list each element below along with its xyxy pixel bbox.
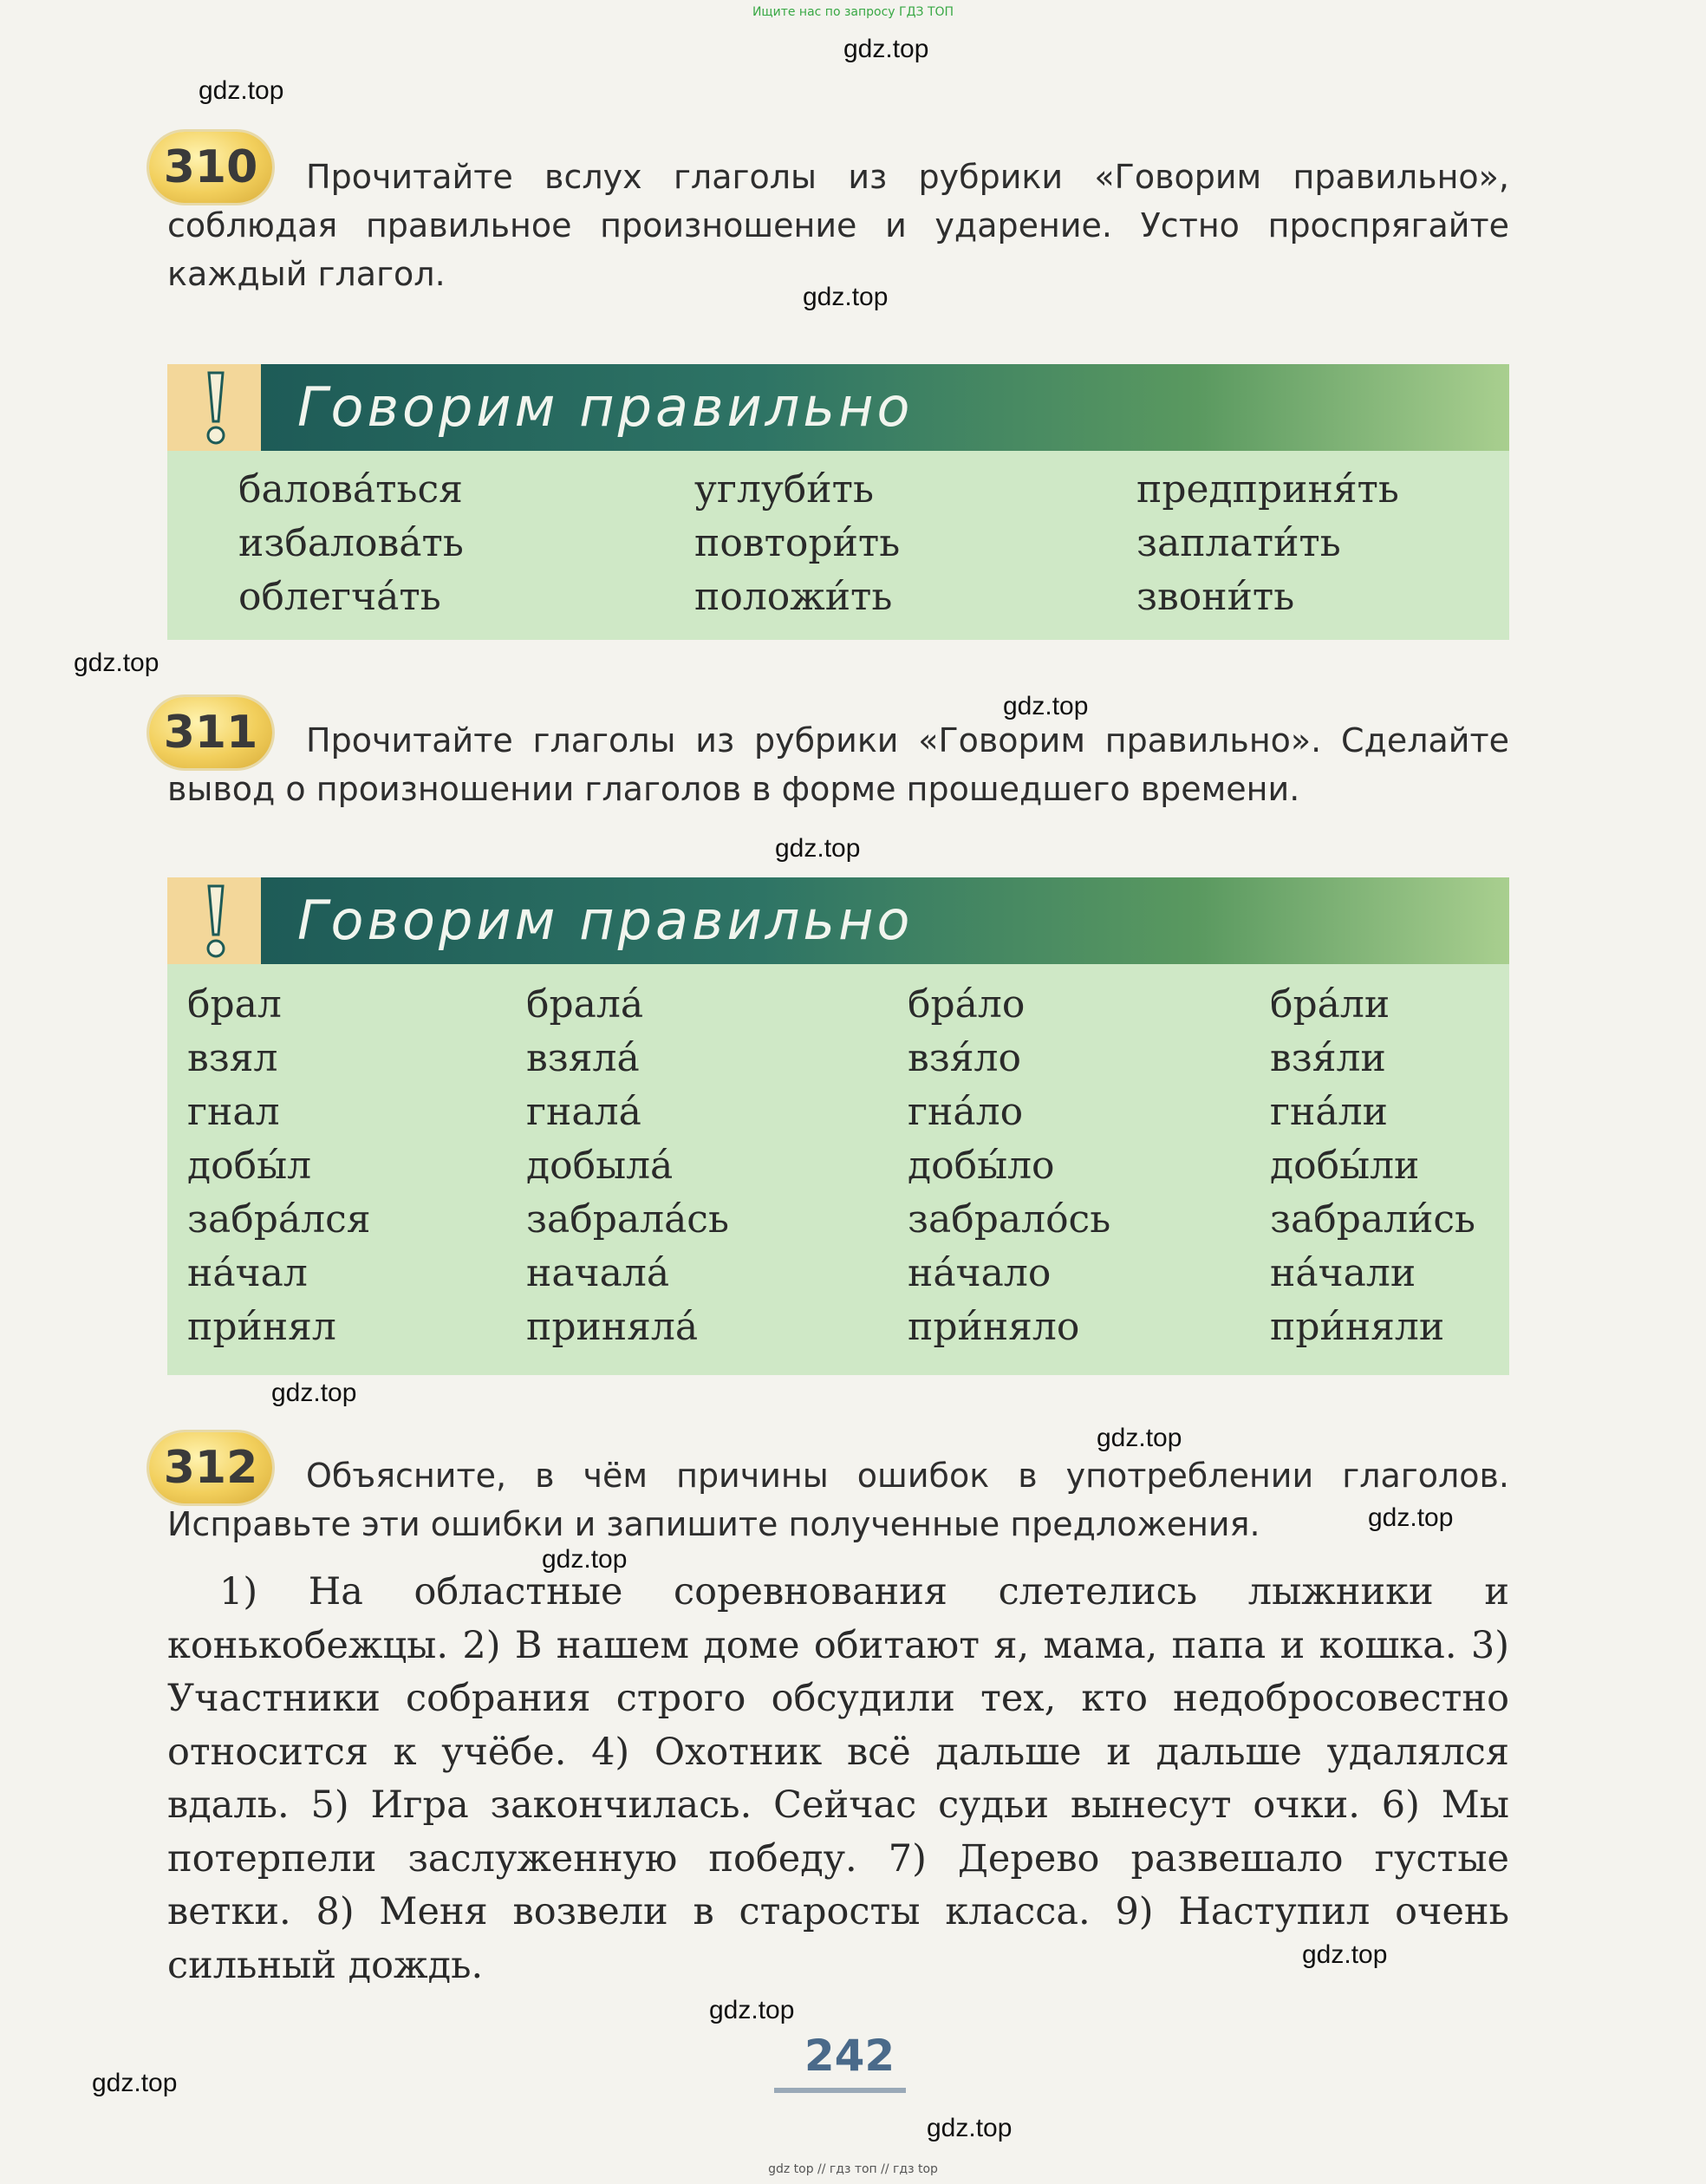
word: начала́ (526, 1251, 670, 1295)
word: добы́ли (1270, 1144, 1420, 1188)
word: предприня́ть (1136, 467, 1399, 512)
word: бра́ли (1270, 982, 1390, 1027)
word: забрали́сь (1270, 1197, 1475, 1242)
exercise-number-badge: 310 (149, 132, 272, 203)
exercise-310-instruction: Прочитайте вслух глаголы из рубрики «Говорим правильно», соблюдая правильное произношение и ударение. Устно проспрягайте каждый глагол. (167, 158, 1509, 293)
word: на́чал (187, 1251, 308, 1295)
word: бра́ло (908, 982, 1026, 1027)
watermark: gdz.top (1003, 692, 1089, 720)
word: взял (187, 1036, 278, 1080)
exercise-312-instruction: Объясните, в чём причины ошибок в употреблении глаголов. Исправьте эти ошибки и запишите полученные предложения. (167, 1457, 1509, 1543)
word: брала́ (526, 982, 644, 1027)
panel-title: Говорим правильно (297, 889, 914, 952)
exclamation-icon (204, 883, 228, 961)
word-column (1136, 463, 1399, 624)
watermark: gdz.top (843, 35, 929, 63)
watermark: gdz.top (271, 1379, 357, 1407)
word: при́нял (187, 1305, 336, 1349)
word: добыла́ (526, 1144, 674, 1188)
exclamation-icon (204, 369, 228, 447)
word-column (238, 463, 464, 624)
word: гнала́ (526, 1090, 641, 1134)
word-column (526, 978, 729, 1354)
exercise-311-text (167, 716, 1509, 813)
exercise-312-text (167, 1451, 1509, 1548)
exercise-312-sentences (167, 1566, 1509, 1992)
word: забрало́сь (908, 1197, 1111, 1242)
word: забрала́сь (526, 1197, 729, 1242)
word: брал (187, 982, 282, 1027)
word: при́няли (1270, 1305, 1445, 1349)
panel-header (167, 877, 1509, 964)
exercise-number-badge: 311 (149, 697, 272, 768)
word: повтори́ть (694, 521, 901, 565)
word: добы́л (187, 1144, 312, 1188)
word: гна́ло (908, 1090, 1024, 1134)
word: взя́ло (908, 1036, 1021, 1080)
word: гна́ли (1270, 1090, 1388, 1134)
word: взяла́ (526, 1036, 640, 1080)
watermark: gdz.top (199, 76, 284, 105)
watermark: gdz.top (1097, 1424, 1182, 1452)
watermark: gdz.top (709, 1996, 795, 2024)
sentences-text: 1) На областные соревнования слетелись лыжники и конькобежцы. 2) В нашем доме обитают я, мама, папа и кошка. 3) Участники собрания строго обсудили тех, кто недобросовестно относится к учёбе. 4) Охотник всё дальше и дальше удалялся вдаль. 5) Игра закончилась. Сейчас судьи вынесут очки. 6) Мы потерпели заслуженную победу. 7) Дерево развешало густые ветки. 8) Меня возвели в старосты класса. 9) Наступил очень сильный дождь. (167, 1570, 1509, 1987)
word: балова́ться (238, 467, 463, 512)
footer-note: gdz top // гдз топ // гдз top (768, 2162, 938, 2176)
word: углуби́ть (694, 467, 874, 512)
word: при́няло (908, 1305, 1080, 1349)
word-column (908, 978, 1110, 1354)
watermark: gdz.top (92, 2069, 178, 2097)
word: заплати́ть (1136, 521, 1341, 565)
watermark: gdz.top (1302, 1940, 1388, 1969)
search-hint-banner: Ищите нас по запросу ГДЗ ТОП (752, 5, 954, 19)
word: добы́ло (908, 1144, 1055, 1188)
panel-title: Говорим правильно (297, 375, 914, 439)
watermark: gdz.top (542, 1545, 628, 1574)
word: на́чали (1270, 1251, 1416, 1295)
word: забра́лся (187, 1197, 371, 1242)
word: положи́ть (694, 575, 893, 619)
panel-header (167, 364, 1509, 451)
watermark: gdz.top (74, 649, 160, 677)
word: на́чало (908, 1251, 1052, 1295)
exercise-311-instruction: Прочитайте глаголы из рубрики «Говорим правильно». Сделайте вывод о произношении глаголов в форме прошедшего времени. (167, 721, 1509, 808)
word: приняла́ (526, 1305, 699, 1349)
watermark: gdz.top (927, 2114, 1013, 2142)
speak-correctly-panel (167, 364, 1509, 640)
word: звони́ть (1136, 575, 1295, 619)
word: облегча́ть (238, 575, 441, 619)
watermark: gdz.top (803, 283, 889, 311)
word: избалова́ть (238, 521, 464, 565)
word-column (694, 463, 900, 624)
page-number-underline (774, 2088, 906, 2093)
word-column (1270, 978, 1475, 1354)
page-number: 242 (804, 2031, 895, 2081)
word: взя́ли (1270, 1036, 1386, 1080)
speak-correctly-panel (167, 877, 1509, 1375)
watermark: gdz.top (1368, 1503, 1454, 1532)
word: гнал (187, 1090, 280, 1134)
watermark: gdz.top (775, 834, 861, 863)
exercise-310-text (167, 153, 1509, 298)
exercise-number-badge: 312 (149, 1432, 272, 1503)
word-column (187, 978, 370, 1354)
